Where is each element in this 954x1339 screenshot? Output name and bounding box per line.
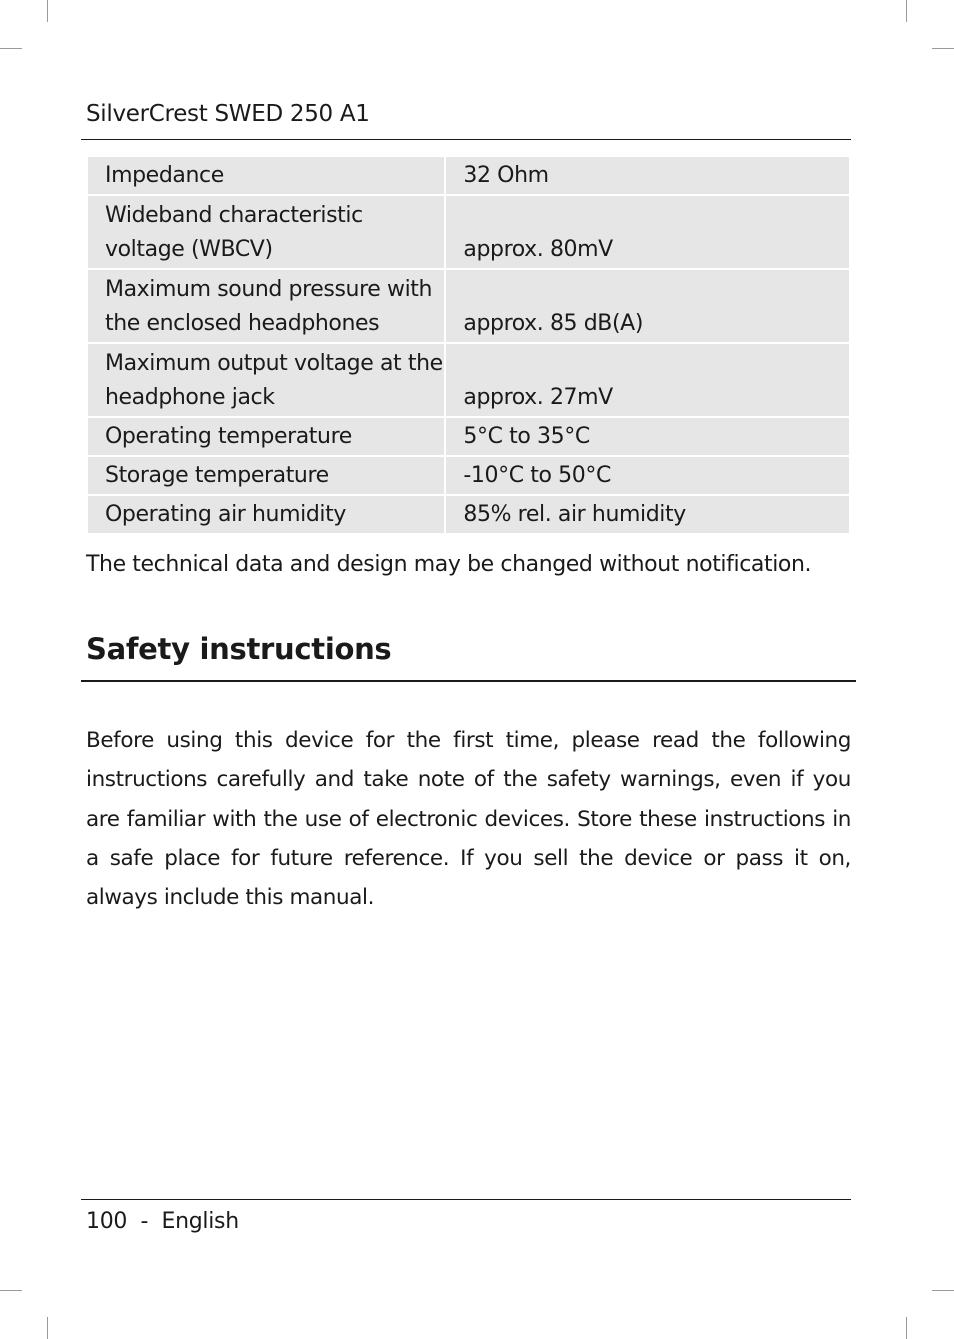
spec-label: Wideband characteristic voltage (WBCV) xyxy=(87,195,445,269)
crop-mark xyxy=(932,48,954,49)
spec-value: -10°C to 50°C xyxy=(445,456,850,495)
page-header-title: SilverCrest SWED 250 A1 xyxy=(86,101,370,127)
spec-value: approx. 85 dB(A) xyxy=(445,269,850,343)
table-row xyxy=(87,195,850,269)
spec-value: 32 Ohm xyxy=(445,156,850,195)
spec-label: Storage temperature xyxy=(87,456,445,495)
page-number: 100 xyxy=(86,1209,128,1234)
page-footer xyxy=(86,1207,239,1237)
footer-language: English xyxy=(161,1209,239,1234)
change-notice: The technical data and design may be changed without notification. xyxy=(86,552,812,577)
crop-mark xyxy=(0,48,22,49)
crop-mark xyxy=(932,1290,954,1291)
spec-value: 5°C to 35°C xyxy=(445,417,850,456)
spec-value: 85% rel. air humidity xyxy=(445,495,850,534)
table-row xyxy=(87,456,850,495)
table-row xyxy=(87,269,850,343)
spec-label: Impedance xyxy=(87,156,445,195)
section-heading: Safety instructions xyxy=(86,632,392,666)
spec-label: Maximum sound pressure with the enclosed headphones xyxy=(87,269,445,343)
table-row xyxy=(87,156,850,195)
table-row xyxy=(87,417,850,456)
crop-mark xyxy=(0,1290,22,1291)
spec-label: Operating temperature xyxy=(87,417,445,456)
header-divider xyxy=(81,139,851,140)
table-row xyxy=(87,495,850,534)
crop-mark xyxy=(47,0,48,22)
crop-mark xyxy=(906,1317,907,1339)
section-body-paragraph: Before using this device for the first time, please read the following instructions carefully and take note of the safety warnings, even if you are familiar with the use of electronic devices. Store these instructions in a safe place for future reference. If you sell the device or pass it on, always include this manual. xyxy=(86,728,851,911)
crop-mark xyxy=(906,0,907,22)
footer-separator: - xyxy=(140,1209,149,1234)
footer-divider xyxy=(81,1199,851,1200)
spec-label: Operating air humidity xyxy=(87,495,445,534)
technical-data-table xyxy=(86,155,851,535)
spec-label: Maximum output voltage at the headphone jack xyxy=(87,343,445,417)
spec-value: approx. 80mV xyxy=(445,195,850,269)
spec-value: approx. 27mV xyxy=(445,343,850,417)
section-divider xyxy=(81,680,856,682)
table-row xyxy=(87,343,850,417)
crop-mark xyxy=(47,1317,48,1339)
